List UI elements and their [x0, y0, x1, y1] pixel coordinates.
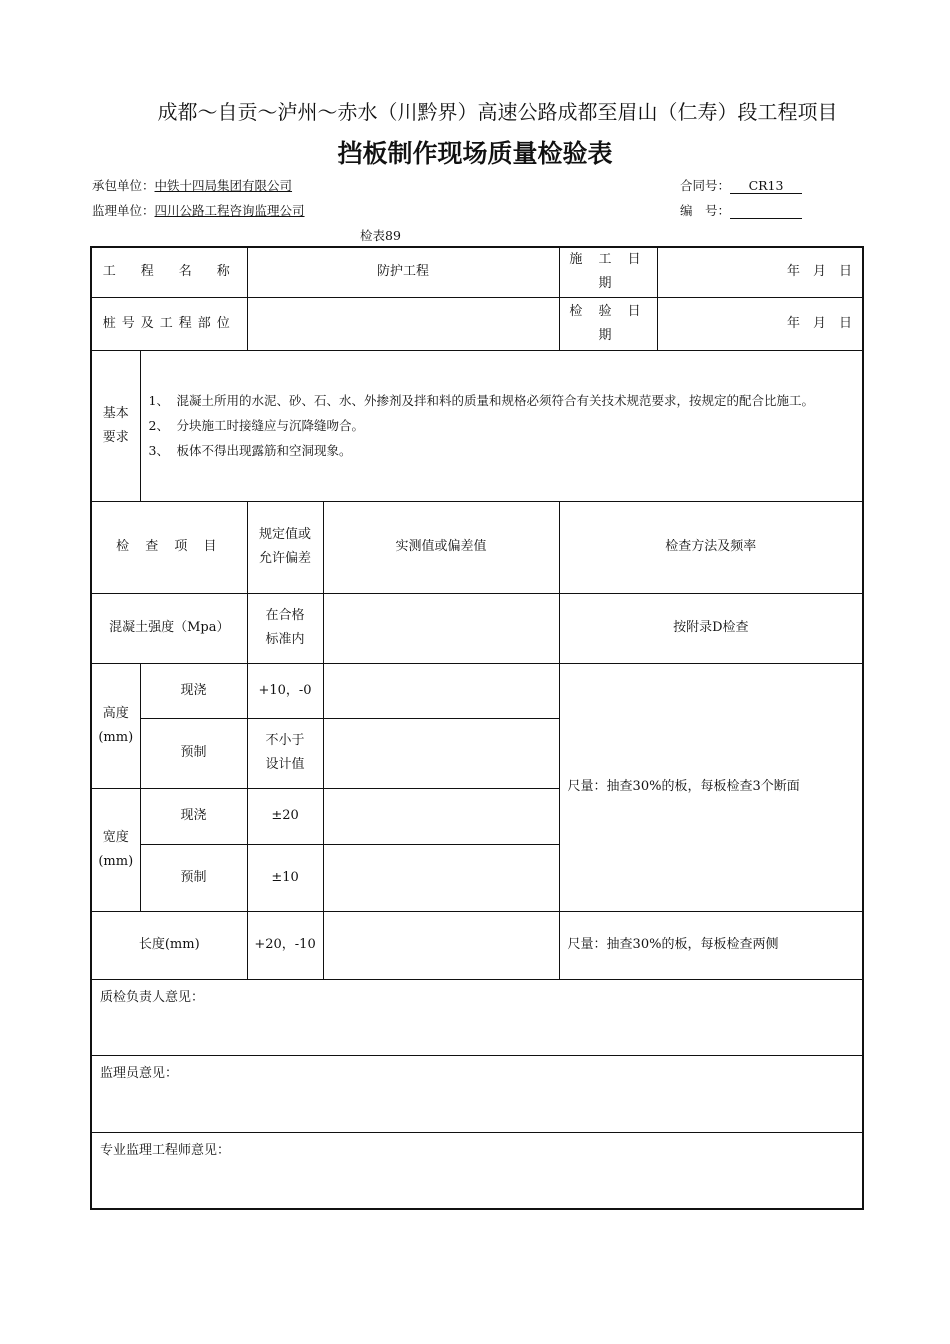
requirement-item	[149, 388, 855, 413]
header-tolerance: 规定值或允许偏差	[247, 501, 323, 593]
strength-tolerance: 在合格标准内	[247, 593, 323, 663]
contractor-value: 中铁十四局集团有限公司	[154, 178, 293, 193]
length-method: 尺量：抽查30%的板，每板检查两侧	[559, 911, 863, 979]
height-label	[91, 663, 140, 788]
height-precast-measured	[323, 718, 559, 788]
contract-no-value: CR13	[730, 178, 802, 194]
supervisor-opinion-row	[91, 1055, 863, 1132]
supervisor-opinion: 监理员意见：	[91, 1055, 863, 1132]
height-label-line1: 高度	[102, 705, 129, 721]
supervisor-label: 监理单位：	[92, 203, 155, 218]
header-check-item: 检 查 项 目	[91, 501, 247, 593]
requirement-text: 分块施工时接缝应与沉降缝吻合。	[176, 418, 365, 433]
length-item: 长度(mm)	[91, 911, 247, 979]
height-cast-label: 现浇	[140, 663, 247, 718]
station-label: 桩号及工程部位	[91, 297, 247, 350]
project-title: 成都～自贡～泸州～赤水（川黔界）高速公路成都至眉山（仁寿）段工程项目	[157, 100, 838, 124]
height-cast-measured	[323, 663, 559, 718]
construction-date-label: 施 工 日 期	[559, 247, 657, 297]
header-measured: 实测值或偏差值	[323, 501, 559, 593]
project-name-value: 防护工程	[247, 247, 559, 297]
height-cast-row	[91, 663, 863, 718]
requirements-label-line1: 基本	[102, 405, 129, 421]
strength-measured	[323, 593, 559, 663]
width-cast-label: 现浇	[140, 788, 247, 844]
width-label-line2: (mm)	[98, 853, 134, 869]
strength-row	[91, 593, 863, 663]
inspection-date-value: 年 月 日	[657, 297, 863, 350]
requirement-text: 混凝土所用的水泥、砂、石、水、外掺剂及拌和料的质量和规格必须符合有关技术规范要求，按规定的配合比施工。	[176, 393, 815, 408]
quality-lead-opinion: 质检负责人意见：	[91, 979, 863, 1055]
height-precast-label: 预制	[140, 718, 247, 788]
info-row-2	[91, 297, 863, 350]
form-title: 挡板制作现场质量检验表	[337, 139, 613, 168]
construction-date-value: 年 月 日	[657, 247, 863, 297]
project-name-label: 工 程 名 称	[91, 247, 247, 297]
station-value	[247, 297, 559, 350]
contractor-label: 承包单位：	[92, 178, 155, 193]
requirement-num: 3、	[148, 443, 169, 458]
width-cast-tolerance: ±20	[247, 788, 323, 844]
requirement-item	[149, 438, 855, 463]
requirements-row	[91, 350, 863, 501]
length-measured	[323, 911, 559, 979]
info-row-1	[91, 247, 863, 297]
height-width-method: 尺量：抽查30%的板，每板检查3个断面	[559, 663, 863, 911]
supervisor-line	[92, 201, 305, 219]
width-precast-measured	[323, 844, 559, 911]
serial-no-line	[680, 201, 802, 219]
requirement-num: 2、	[148, 418, 169, 433]
strength-item: 混凝土强度（Mpa）	[91, 593, 247, 663]
contractor-line	[92, 176, 292, 194]
inspection-form-table	[90, 246, 864, 1210]
requirements-label	[91, 350, 140, 501]
height-cast-tolerance: +10，-0	[247, 663, 323, 718]
requirements-content	[140, 350, 863, 501]
requirements-label-line2: 要求	[102, 429, 129, 445]
length-row	[91, 911, 863, 979]
form-code: 检表89	[360, 228, 401, 243]
width-precast-label: 预制	[140, 844, 247, 911]
height-label-line2: (mm)	[98, 729, 134, 745]
check-header-row	[91, 501, 863, 593]
width-label-line1: 宽度	[102, 829, 129, 845]
serial-no-value	[730, 203, 802, 219]
serial-no-label: 编 号：	[680, 203, 731, 218]
contract-no-line	[680, 176, 802, 194]
header-method: 检查方法及频率	[559, 501, 863, 593]
width-precast-tolerance: ±10	[247, 844, 323, 911]
engineer-opinion: 专业监理工程师意见：	[91, 1132, 863, 1209]
height-precast-tolerance: 不小于设计值	[247, 718, 323, 788]
quality-lead-opinion-row	[91, 979, 863, 1055]
width-label	[91, 788, 140, 911]
supervisor-value: 四川公路工程咨询监理公司	[154, 203, 305, 218]
requirement-num: 1、	[148, 393, 169, 408]
contract-no-label: 合同号：	[680, 178, 731, 193]
engineer-opinion-row	[91, 1132, 863, 1209]
requirement-item	[149, 413, 855, 438]
length-tolerance: +20，-10	[247, 911, 323, 979]
width-cast-measured	[323, 788, 559, 844]
inspection-date-label: 检 验 日 期	[559, 297, 657, 350]
requirement-text: 板体不得出现露筋和空洞现象。	[176, 443, 352, 458]
strength-method: 按附录D检查	[559, 593, 863, 663]
